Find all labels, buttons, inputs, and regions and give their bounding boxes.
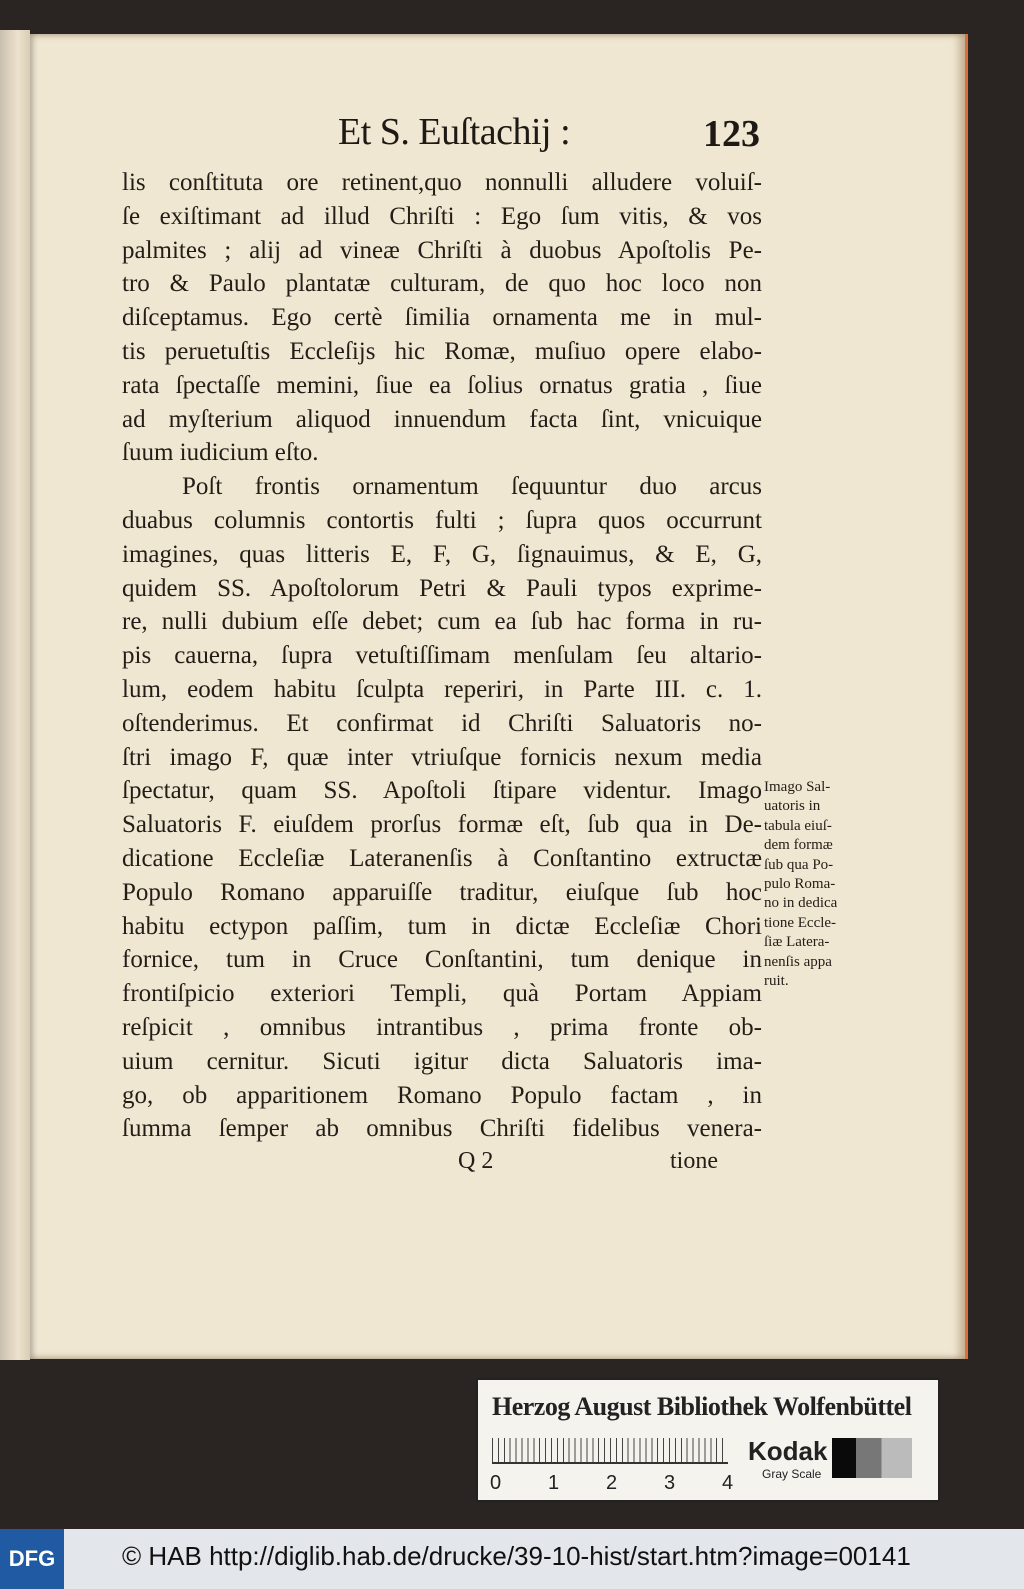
text-line: frontiſpicio exteriori Templi, quà Portam Appiam (122, 980, 762, 1008)
ruler-number: 4 (722, 1472, 734, 1494)
gray-scale-label: Gray Scale (762, 1467, 822, 1481)
text-line: ſtri imago F, quæ inter vtriuſque fornicis nexum media (122, 743, 762, 771)
text-line: reſpicit , omnibus intrantibus , prima fronte ob- (122, 1013, 762, 1041)
text-line: ſe exiſtimant ad illud Chriſti : Ego ſum vitis, & vos (122, 202, 762, 230)
ruler-numbers (490, 1472, 740, 1496)
marginal-note-line: pulo Roma- (764, 876, 836, 893)
scale-ruler (492, 1438, 728, 1464)
text-line: ſpectatur, quam SS. Apoſtoli ſtipare videntur. Imago (122, 777, 762, 805)
ruler-number: 1 (548, 1472, 560, 1494)
marginal-note-line: nenſis appa (764, 953, 832, 970)
marginal-note-line: Imago Sal- (764, 779, 831, 795)
text-line: pis cauerna, ſupra vetuſtiſſimam menſulam ſeu altario- (122, 642, 762, 670)
text-line: ſumma ſemper ab omnibus Chriſti fidelibus venera- (122, 1115, 762, 1143)
body-text (122, 166, 762, 1146)
text-line: Saluatoris F. eiuſdem prorſus formæ eſt, ſub qua in De- (122, 811, 762, 839)
page-footer (122, 1148, 762, 1184)
book-edge (0, 30, 30, 1360)
page-header (330, 110, 760, 160)
text-line: fornice, tum in Cruce Conſtantini, tum denique in (122, 946, 762, 974)
dfg-logo: DFG (0, 1529, 64, 1589)
kodak-brand: Kodak (748, 1436, 828, 1466)
gray-scale-patch (832, 1438, 912, 1478)
marginal-note-line: uatoris in (764, 798, 821, 815)
ruler-number: 0 (490, 1472, 502, 1494)
marginal-note-line: ſiæ Latera- (764, 934, 830, 951)
text-line: tro & Paulo plantatæ culturam, de quo hoc loco non (122, 270, 762, 298)
text-line: lum, eodem habitu ſculpta reperiri, in Parte III. c. 1. (122, 675, 762, 703)
catchword: tione (670, 1148, 718, 1174)
text-line: palmites ; alij ad vineæ Chriſti à duobus Apoſtolis Pe- (122, 236, 762, 264)
text-line: re, nulli dubium eſſe debet; cum ea ſub hac forma in ru- (122, 608, 762, 636)
text-line: ad myſterium aliquod innuendum facta ſint, vnicuique (122, 405, 762, 433)
marginal-note-line: ſub qua Po- (764, 856, 834, 873)
marginal-note-line: no in dedica (764, 895, 838, 912)
library-label (476, 1378, 940, 1502)
text-line: Populo Romano apparuiſſe traditur, eiuſque ſub hoc (122, 878, 762, 906)
ruler-number: 3 (664, 1472, 676, 1494)
marginal-note (764, 778, 872, 991)
text-line: ſuum iudicium eſto. (122, 439, 319, 467)
running-head: Et S. Euſtachij : (338, 111, 571, 153)
text-line: diſceptamus. Ego certè ſimilia ornamenta me in mul- (122, 304, 762, 332)
bottom-bar (0, 1529, 1024, 1589)
text-line: duabus columnis contortis fulti ; ſupra quos occurrunt (122, 506, 762, 534)
marginal-note-line: ruit. (764, 973, 789, 990)
text-line: habitu ectypon paſſim, tum in dictæ Eccleſiæ Chori (122, 912, 762, 940)
kodak-logo (748, 1436, 827, 1481)
text-line: lis conſtituta ore retinent,quo nonnulli alludere voluiſ- (122, 169, 762, 196)
text-line: oſtenderimus. Et confirmat id Chriſti Saluatoris no- (122, 709, 762, 737)
page-number: 123 (703, 113, 760, 155)
text-line: dicatione Eccleſiæ Lateranenſis à Conſtantino extructæ (122, 844, 762, 872)
library-name: Herzog August Bibliothek Wolfenbüttel (492, 1392, 912, 1421)
marginal-note-line: tabula eiuſ- (764, 817, 832, 834)
text-line: imagines, quas litteris E, F, G, ſignauimus, & E, G, (122, 540, 762, 568)
marginal-note-line: dem formæ (764, 837, 833, 854)
marginal-note-line: tione Eccle- (764, 914, 837, 931)
text-line: Poſt frontis ornamentum ſequuntur duo arcus (182, 473, 762, 501)
text-line: go, ob apparitionem Romano Populo factam , in (122, 1081, 762, 1109)
ruler-number: 2 (606, 1472, 618, 1494)
text-line: quidem SS. Apoſtolorum Petri & Pauli typos exprime- (122, 574, 762, 602)
text-line: rata ſpectaſſe memini, ſiue ea ſolius ornatus gratia , ſiue (122, 371, 762, 399)
text-line: uium cernitur. Sicuti igitur dicta Saluatoris ima- (122, 1047, 762, 1075)
text-line: tis peruetuſtis Eccleſijs hic Romæ, muſiuo opere elabo- (122, 337, 762, 365)
copyright-url[interactable]: © HAB http://diglib.hab.de/drucke/39-10-hist/start.htm?image=00141 (122, 1541, 911, 1571)
signature-mark: Q 2 (458, 1148, 494, 1174)
